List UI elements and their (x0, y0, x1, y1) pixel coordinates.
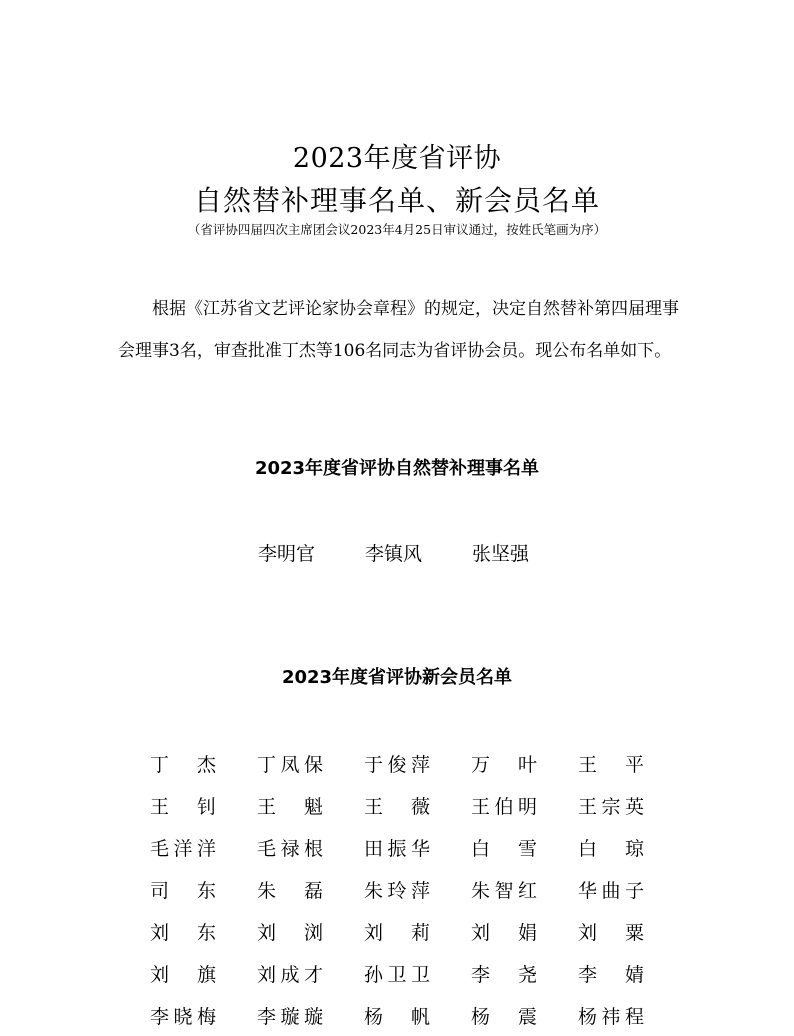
member-name: 万叶 (471, 753, 537, 776)
member-name: 王钊 (150, 795, 216, 818)
member-name: 丁凤保 (257, 753, 323, 776)
member-name: 王平 (578, 753, 644, 776)
member-cell (150, 868, 257, 910)
member-name: 于俊萍 (364, 753, 430, 776)
member-cell (471, 952, 578, 994)
member-cell (257, 994, 364, 1036)
member-cell (364, 910, 471, 952)
member-name: 毛洋洋 (150, 837, 216, 860)
member-row (150, 952, 685, 994)
member-cell (150, 994, 257, 1036)
member-cell (150, 826, 257, 868)
member-name: 白雪 (471, 837, 537, 860)
member-cell (150, 952, 257, 994)
member-name: 李晓梅 (150, 1005, 216, 1028)
member-cell (471, 994, 578, 1036)
member-name: 李婧 (578, 963, 644, 986)
member-cell (257, 742, 364, 784)
member-name: 丁杰 (150, 753, 216, 776)
member-name: 田振华 (364, 837, 430, 860)
member-name: 司东 (150, 879, 216, 902)
member-name: 刘浏 (257, 921, 323, 944)
member-name: 刘粟 (578, 921, 644, 944)
member-name: 王魁 (257, 795, 323, 818)
member-cell (150, 784, 257, 826)
member-cell (578, 910, 685, 952)
member-name: 王薇 (364, 795, 430, 818)
member-cell (471, 742, 578, 784)
member-name: 华曲子 (578, 879, 644, 902)
member-row (150, 784, 685, 826)
member-name: 杨震 (471, 1005, 537, 1028)
member-cell (257, 952, 364, 994)
member-name: 刘莉 (364, 921, 430, 944)
member-name: 刘旗 (150, 963, 216, 986)
intro-text: 根据《江苏省文艺评论家协会章程》的规定，决定自然替补第四届理事会理事3名，审查批准丁杰等106名同志为省评协会员。现公布名单如下。 (118, 299, 679, 361)
member-name: 王伯明 (471, 795, 537, 818)
member-row (150, 742, 685, 784)
member-cell (578, 868, 685, 910)
document-title-line2: 自然替补理事名单、新会员名单 (193, 184, 600, 217)
member-name: 孙卫卫 (364, 963, 430, 986)
member-cell (257, 826, 364, 868)
member-row (150, 994, 685, 1036)
member-cell (257, 784, 364, 826)
document-title-line1: 2023年度省评协 (292, 143, 502, 174)
member-name: 刘东 (150, 921, 216, 944)
member-cell (364, 742, 471, 784)
member-name: 白琼 (578, 837, 644, 860)
member-cell (578, 994, 685, 1036)
director-name: 李明官 (258, 543, 316, 565)
member-cell (578, 952, 685, 994)
member-cell (578, 784, 685, 826)
member-cell (471, 826, 578, 868)
member-cell (471, 910, 578, 952)
director-name: 张坚强 (472, 543, 530, 565)
member-cell (257, 868, 364, 910)
member-name: 李尧 (471, 963, 537, 986)
member-name: 杨祎程 (578, 1005, 644, 1028)
member-cell (364, 784, 471, 826)
member-name: 朱磊 (257, 879, 323, 902)
member-cell (578, 826, 685, 868)
member-name: 毛禄根 (257, 837, 323, 860)
member-name: 王宗英 (578, 795, 644, 818)
member-cell (471, 868, 578, 910)
member-cell (471, 784, 578, 826)
member-cell (150, 910, 257, 952)
members-section-title: 2023年度省评协新会员名单 (281, 667, 513, 688)
directors-section-title: 2023年度省评协自然替补理事名单 (254, 458, 540, 479)
member-row (150, 826, 685, 868)
member-cell (578, 742, 685, 784)
member-cell (364, 994, 471, 1036)
member-name: 杨帆 (364, 1005, 430, 1028)
member-cell (364, 868, 471, 910)
member-cell (257, 910, 364, 952)
member-cell (364, 952, 471, 994)
document-subtitle: （省评协四届四次主席团会议2023年4月25日审议通过，按姓氏笔画为序） (187, 222, 607, 237)
member-name-table (150, 742, 685, 1036)
member-name: 李璇璇 (257, 1005, 323, 1028)
intro-paragraph (118, 288, 692, 372)
director-name: 李镇风 (365, 543, 423, 565)
member-name: 朱智红 (471, 879, 537, 902)
member-name: 刘成才 (257, 963, 323, 986)
member-cell (364, 826, 471, 868)
member-name: 朱玲萍 (364, 879, 430, 902)
member-name: 刘娟 (471, 921, 537, 944)
member-row (150, 910, 685, 952)
member-row (150, 868, 685, 910)
member-cell (150, 742, 257, 784)
